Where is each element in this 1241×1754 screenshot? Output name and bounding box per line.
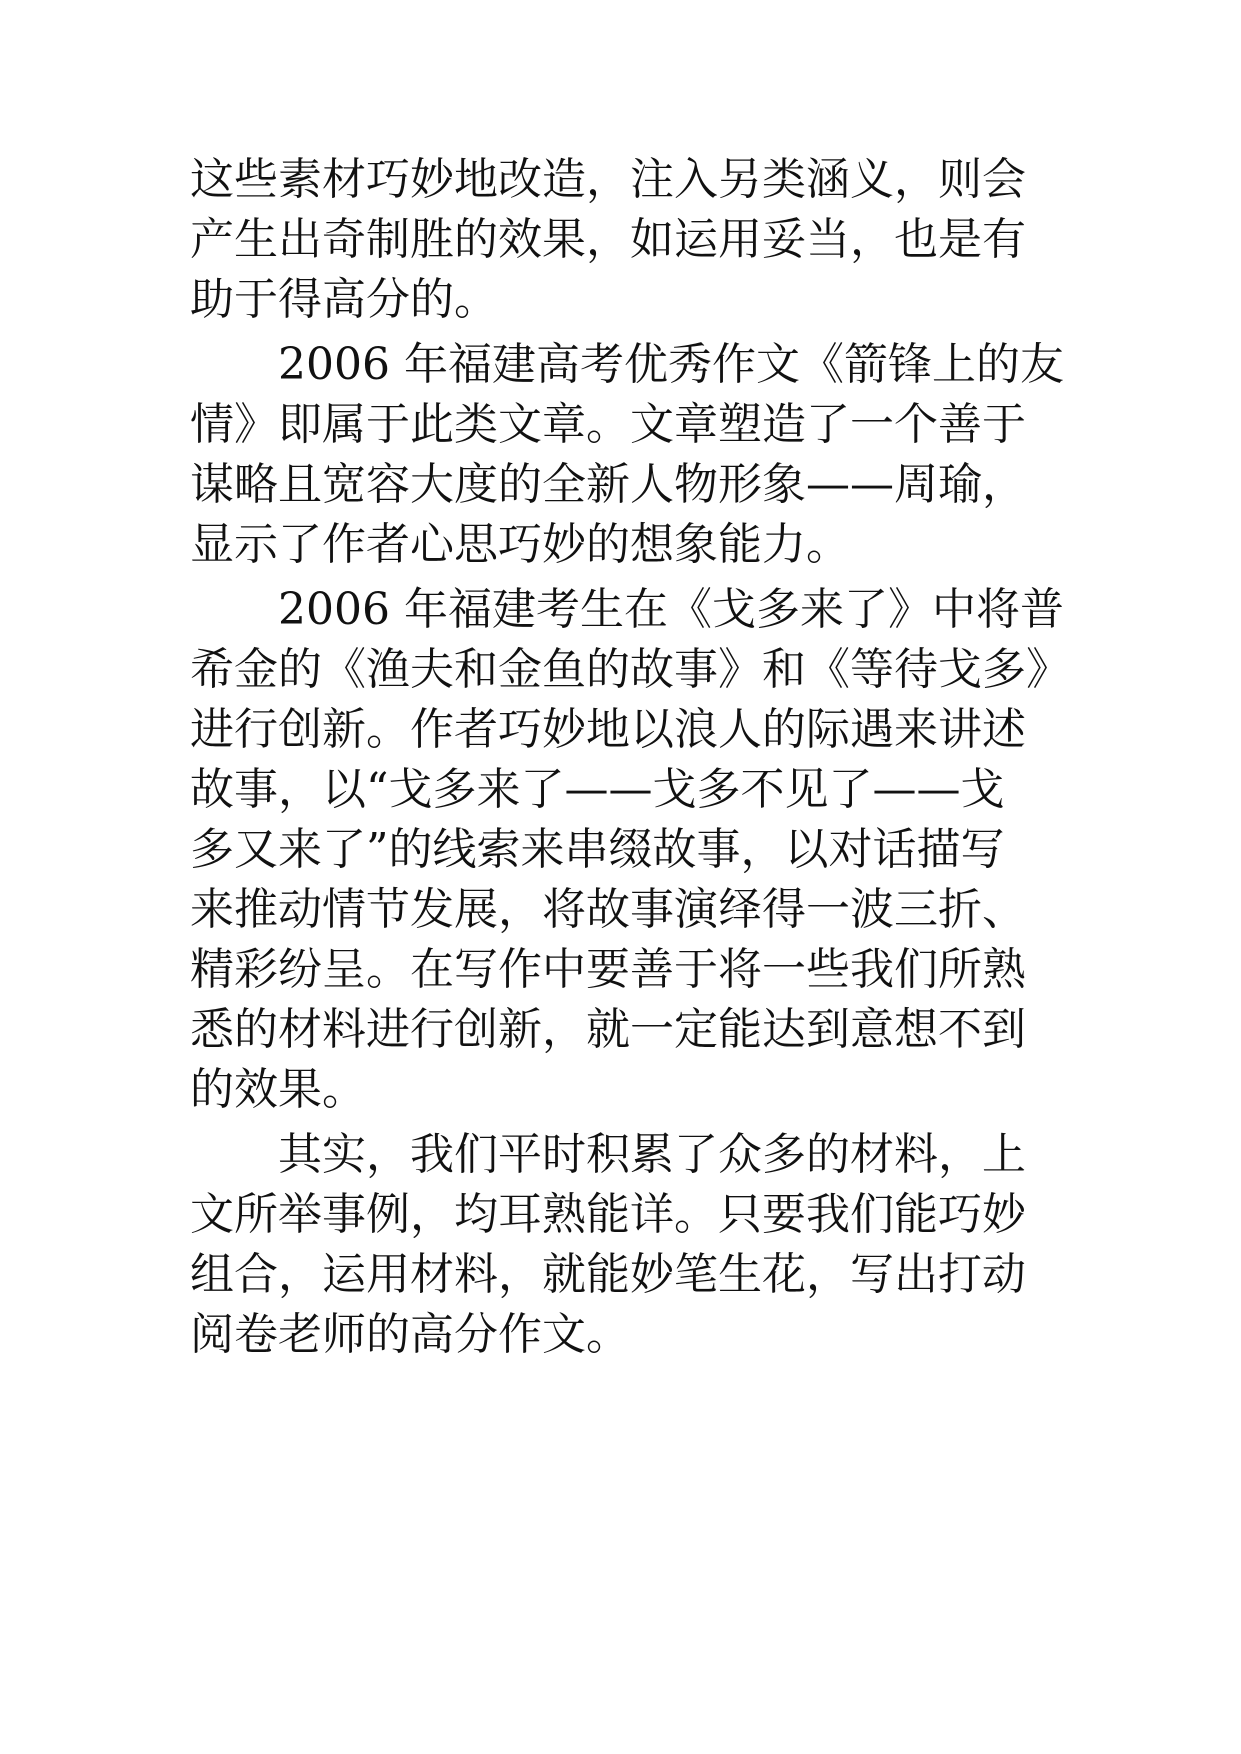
text-line: 来推动情节发展，将故事演绎得一波三折、 [190, 884, 1026, 935]
text-line: 组合，运用材料，就能妙笔生花，写出打动 [190, 1249, 1026, 1300]
text-line: 2006 年福建高考优秀作文《箭锋上的友 [190, 339, 1064, 390]
text-line: 多又来了”的线索来串缀故事，以对话描写 [190, 824, 1005, 875]
text-line: 故事，以“戈多来了——戈多不见了——戈 [190, 764, 1005, 815]
text-line: 悉的材料进行创新，就一定能达到意想不到 [190, 1004, 1026, 1055]
text-line: 产生出奇制胜的效果，如运用妥当，也是有 [190, 214, 1026, 265]
text-line: 的效果。 [190, 1064, 366, 1115]
paragraph-4 [190, 1125, 1070, 1365]
paragraph-1 [190, 150, 1070, 330]
text-line: 情》即属于此类文章。文章塑造了一个善于 [190, 399, 1026, 450]
text-line: 2006 年福建考生在《戈多来了》中将普 [190, 584, 1064, 635]
text-line: 谋略且宽容大度的全新人物形象——周瑜， [190, 459, 1026, 510]
text-line: 文所举事例，均耳熟能详。只要我们能巧妙 [190, 1189, 1026, 1240]
text-line: 助于得高分的。 [190, 274, 498, 325]
text-line: 进行创新。作者巧妙地以浪人的际遇来讲述 [190, 704, 1026, 755]
text-line: 这些素材巧妙地改造，注入另类涵义，则会 [190, 154, 1026, 205]
text-line: 阅卷老师的高分作文。 [190, 1309, 630, 1360]
text-line: 显示了作者心思巧妙的想象能力。 [190, 519, 850, 570]
text-line: 希金的《渔夫和金鱼的故事》和《等待戈多》 [190, 644, 1070, 695]
text-line: 精彩纷呈。在写作中要善于将一些我们所熟 [190, 944, 1026, 995]
text-line: 其实，我们平时积累了众多的材料，上 [190, 1129, 1026, 1180]
paragraph-2 [190, 335, 1070, 575]
paragraph-3 [190, 580, 1070, 1120]
body-text [190, 150, 1070, 1370]
